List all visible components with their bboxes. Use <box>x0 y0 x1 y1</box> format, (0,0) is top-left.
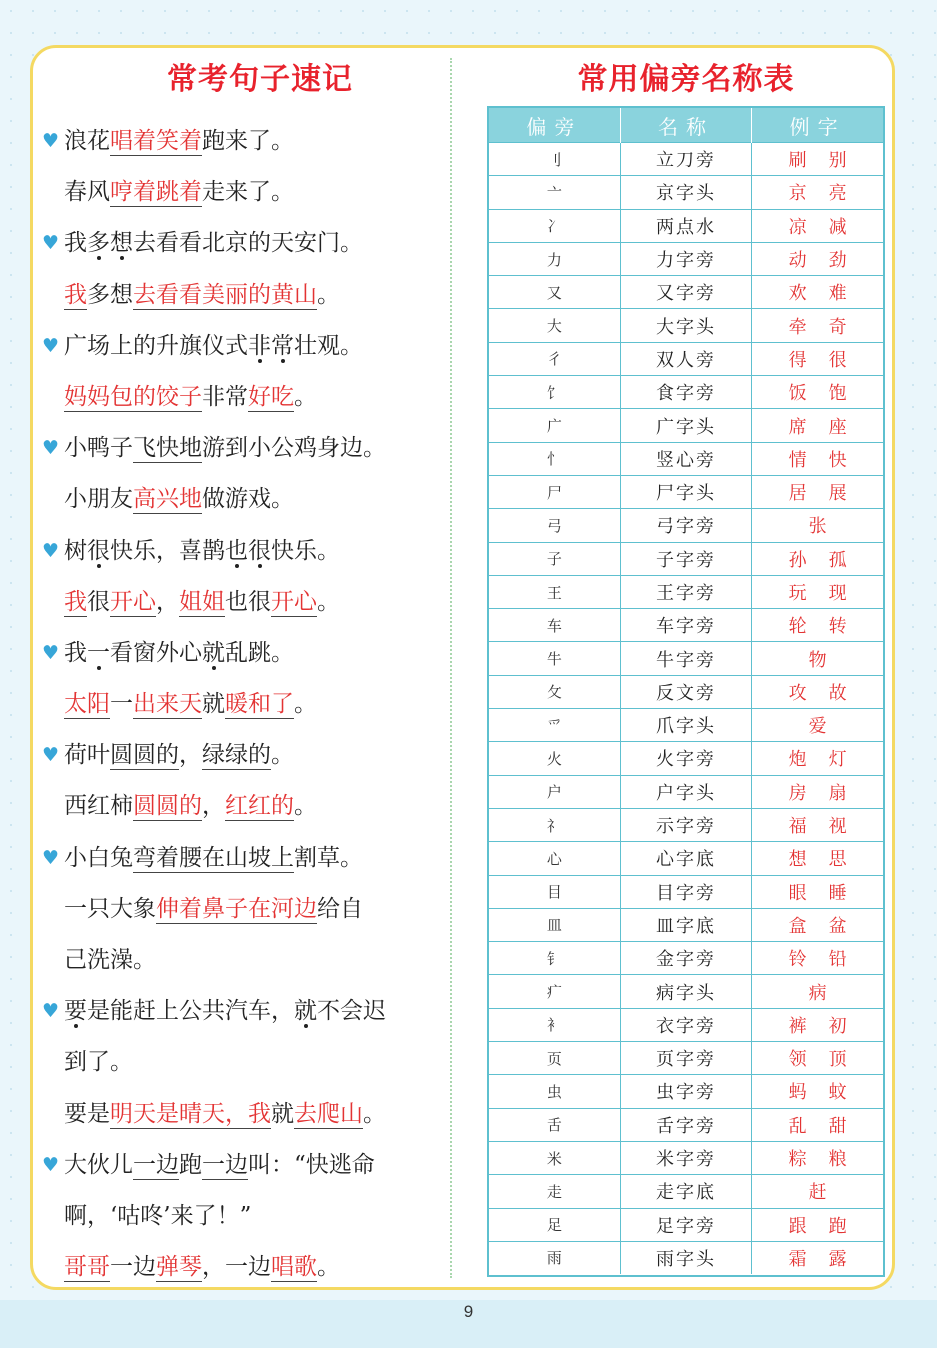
sentence-text: 一边 <box>110 1254 156 1281</box>
sentence-text: 西红柿 <box>64 793 133 820</box>
header-examples: 例字 <box>752 108 883 143</box>
sentence-text: 广场上的升旗仪式 <box>64 332 248 359</box>
sentence-line <box>40 1244 435 1295</box>
radical-name-cell: 示字旁 <box>620 808 751 841</box>
radical-name-cell: 京字头 <box>620 176 751 209</box>
example-chars-cell: 霜露 <box>752 1241 883 1274</box>
sentence-text: 游到小公鸡身边。 <box>202 435 386 462</box>
radical-name-cell: 心字底 <box>620 842 751 875</box>
radicals-table <box>487 106 885 1277</box>
radical-cell: 虫 <box>489 1075 620 1108</box>
radical-name-cell: 广字头 <box>620 409 751 442</box>
sentence-text: 非常 <box>202 383 248 410</box>
radical-cell: 钅 <box>489 942 620 975</box>
example-chars-cell: 盒盆 <box>752 908 883 941</box>
sentence-text: 。 <box>317 1254 340 1281</box>
sentence-line <box>40 937 435 988</box>
table-header-row <box>489 108 883 143</box>
table-row <box>489 1075 883 1108</box>
sentence-text: 想 <box>110 230 133 257</box>
highlight-phrase: 圆圆的 <box>133 793 202 820</box>
table-row <box>489 1241 883 1274</box>
sentence-text: 啊，‘咕咚’来了！” <box>64 1202 252 1229</box>
sentence-line <box>40 579 435 630</box>
table-row <box>489 342 883 375</box>
sentence-text: 绿绿的 <box>202 742 271 769</box>
example-chars-cell: 乱甜 <box>752 1108 883 1141</box>
radical-cell: 亠 <box>489 176 620 209</box>
table-row <box>489 176 883 209</box>
radical-name-cell: 车字旁 <box>620 609 751 642</box>
radical-cell: 冫 <box>489 209 620 242</box>
example-chars-cell: 想思 <box>752 842 883 875</box>
table-row <box>489 376 883 409</box>
radical-cell: 刂 <box>489 143 620 176</box>
radical-cell: 又 <box>489 276 620 309</box>
example-chars-cell: 赶 <box>752 1175 883 1208</box>
table-row <box>489 276 883 309</box>
sentence-text: 也很 <box>225 588 271 615</box>
table-row <box>489 409 883 442</box>
highlight-phrase: 姐姐 <box>179 588 225 615</box>
sentence-text: 乱跳。 <box>225 639 294 666</box>
header-radical: 偏旁 <box>489 108 620 143</box>
table-row <box>489 1208 883 1241</box>
sentence-text: ， <box>202 793 225 820</box>
table-row <box>489 775 883 808</box>
radical-name-cell: 大字头 <box>620 309 751 342</box>
example-chars-cell: 饭饱 <box>752 376 883 409</box>
sentence-text: 就 <box>294 998 317 1025</box>
sentence-text: 就 <box>271 1100 294 1127</box>
example-chars-cell: 得很 <box>752 342 883 375</box>
sentence-text: 看窗外心 <box>110 639 202 666</box>
sentence-text: 。 <box>363 1100 386 1127</box>
highlight-phrase: 哼着跳着 <box>110 179 202 206</box>
radical-cell: 衤 <box>489 1008 620 1041</box>
sentence-line <box>40 630 435 681</box>
radical-name-cell: 立刀旁 <box>620 143 751 176</box>
sentence-text: 弯着腰在山坡上 <box>133 844 294 871</box>
radical-name-cell: 尸字头 <box>620 475 751 508</box>
example-chars-cell: 情快 <box>752 442 883 475</box>
example-chars-cell: 物 <box>752 642 883 675</box>
example-chars-cell: 京亮 <box>752 176 883 209</box>
sentence-line <box>40 886 435 937</box>
highlight-phrase: 哥哥 <box>64 1254 110 1281</box>
highlight-phrase: 去看看美丽的黄山 <box>133 281 317 308</box>
sentence-line <box>40 1193 435 1244</box>
table-row <box>489 1008 883 1041</box>
table-row <box>489 1042 883 1075</box>
example-chars-cell: 眼睡 <box>752 875 883 908</box>
sentence-text: 走来了。 <box>202 179 294 206</box>
radical-cell: 页 <box>489 1042 620 1075</box>
table-row <box>489 675 883 708</box>
sentences-title: 常考句子速记 <box>167 62 353 97</box>
sentence-line <box>40 118 435 169</box>
table-row <box>489 975 883 1008</box>
table-row <box>489 642 883 675</box>
page-number: 9 <box>463 1302 474 1321</box>
sentence-text: 常 <box>271 332 294 359</box>
radical-cell: 目 <box>489 875 620 908</box>
sentence-text: 多 <box>87 230 110 257</box>
radical-cell: 走 <box>489 1175 620 1208</box>
radical-name-cell: 虫字旁 <box>620 1075 751 1108</box>
example-chars-cell: 牵奇 <box>752 309 883 342</box>
sentence-text: 圆圆的 <box>110 742 179 769</box>
radical-name-cell: 病字头 <box>620 975 751 1008</box>
example-chars-cell: 粽粮 <box>752 1141 883 1174</box>
highlight-phrase: 唱歌 <box>271 1254 317 1281</box>
table-row <box>489 808 883 841</box>
sentence-text: 就 <box>202 691 225 718</box>
highlight-phrase: 伸着鼻子在河边 <box>156 895 317 922</box>
sentence-line <box>40 220 435 271</box>
radical-cell: 尸 <box>489 475 620 508</box>
example-chars-cell: 福视 <box>752 808 883 841</box>
sentence-text: 多想 <box>87 281 133 308</box>
radical-cell: 弓 <box>489 509 620 542</box>
radical-cell: 攵 <box>489 675 620 708</box>
sentence-line <box>40 528 435 579</box>
radical-name-cell: 目字旁 <box>620 875 751 908</box>
radical-name-cell: 两点水 <box>620 209 751 242</box>
radical-name-cell: 王字旁 <box>620 575 751 608</box>
table-row <box>489 942 883 975</box>
sentence-text: 非 <box>248 332 271 359</box>
radical-name-cell: 户字头 <box>620 775 751 808</box>
radical-name-cell: 弓字旁 <box>620 509 751 542</box>
radical-cell: 礻 <box>489 808 620 841</box>
example-chars-cell: 爱 <box>752 709 883 742</box>
sentence-text: 就 <box>202 639 225 666</box>
highlight-phrase: 妈妈包的饺子 <box>64 383 202 410</box>
highlight-phrase: 弹琴 <box>156 1254 202 1281</box>
sentence-text: 小朋友 <box>64 486 133 513</box>
sentence-text: 春风 <box>64 179 110 206</box>
radical-cell: 广 <box>489 409 620 442</box>
radical-name-cell: 反文旁 <box>620 675 751 708</box>
highlight-phrase: 我 <box>64 281 87 308</box>
highlight-phrase: 去爬山 <box>294 1100 363 1127</box>
radical-name-cell: 食字旁 <box>620 376 751 409</box>
radical-name-cell: 竖心旁 <box>620 442 751 475</box>
sentence-line <box>40 1091 435 1142</box>
radical-cell: 力 <box>489 242 620 275</box>
radical-name-cell: 爪字头 <box>620 709 751 742</box>
radical-name-cell: 舌字旁 <box>620 1108 751 1141</box>
column-divider <box>450 58 452 1278</box>
example-chars-cell: 张 <box>752 509 883 542</box>
sentence-line <box>40 988 435 1039</box>
table-row <box>489 542 883 575</box>
radical-name-cell: 双人旁 <box>620 342 751 375</box>
sentence-line <box>40 732 435 783</box>
radical-cell: 车 <box>489 609 620 642</box>
highlight-phrase: 太阳 <box>64 691 110 718</box>
example-chars-cell: 席座 <box>752 409 883 442</box>
sentence-line <box>40 169 435 220</box>
example-chars-cell: 居展 <box>752 475 883 508</box>
table-row <box>489 742 883 775</box>
example-chars-cell: 凉减 <box>752 209 883 242</box>
table-row <box>489 575 883 608</box>
sentence-text: 一 <box>110 691 133 718</box>
radical-cell: 子 <box>489 542 620 575</box>
highlight-phrase: 唱着笑着 <box>110 128 202 154</box>
sentence-text: 壮观。 <box>294 332 363 359</box>
example-chars-cell: 炮灯 <box>752 742 883 775</box>
table-row <box>489 143 883 176</box>
table-row <box>489 1108 883 1141</box>
highlight-phrase: 高兴地 <box>133 486 202 513</box>
highlight-phrase: 我 <box>64 588 87 615</box>
example-chars-cell: 铃铅 <box>752 942 883 975</box>
sentence-text: 割草。 <box>294 844 363 871</box>
sentence-line <box>40 323 435 374</box>
table-row <box>489 908 883 941</box>
sentence-text: 飞快地 <box>133 435 202 462</box>
radicals-title: 常用偏旁名称表 <box>577 62 795 97</box>
example-chars-cell: 领顶 <box>752 1042 883 1075</box>
example-chars-cell: 轮转 <box>752 609 883 642</box>
radical-cell: 饣 <box>489 376 620 409</box>
sentence-line <box>40 425 435 476</box>
radical-cell: 雨 <box>489 1241 620 1274</box>
table-row <box>489 1175 883 1208</box>
sentence-line <box>40 374 435 425</box>
radical-cell: 米 <box>489 1141 620 1174</box>
sentence-text: 不会迟 <box>317 998 386 1025</box>
sentence-text: 到了。 <box>64 1049 133 1076</box>
example-chars-cell: 欢难 <box>752 276 883 309</box>
sentence-text: 树 <box>64 537 87 564</box>
sentence-text: 跑 <box>179 1151 202 1178</box>
table-row <box>489 709 883 742</box>
radical-name-cell: 足字旁 <box>620 1208 751 1241</box>
sentence-text: 。 <box>294 383 317 410</box>
sentence-line <box>40 681 435 732</box>
sentence-text: 叫：“快逃命 <box>248 1151 375 1178</box>
sentence-text: ， <box>156 588 179 615</box>
sentence-text: 小鸭子 <box>64 435 133 462</box>
example-chars-cell: 刷别 <box>752 143 883 176</box>
highlight-phrase: 出来天 <box>133 691 202 718</box>
example-chars-cell: 玩现 <box>752 575 883 608</box>
sentence-text: 去看看北京的天安门。 <box>133 230 363 257</box>
radical-cell: 火 <box>489 742 620 775</box>
radical-cell: 大 <box>489 309 620 342</box>
radical-name-cell: 页字旁 <box>620 1042 751 1075</box>
radical-cell: 牛 <box>489 642 620 675</box>
radical-name-cell: 走字底 <box>620 1175 751 1208</box>
sentence-text: 快乐，喜鹊 <box>110 537 225 564</box>
sentence-text: 一边 <box>133 1151 179 1178</box>
sentence-text: 浪花 <box>64 128 110 154</box>
example-chars-cell: 房扇 <box>752 775 883 808</box>
highlight-phrase: 开心 <box>110 588 156 615</box>
table-row <box>489 875 883 908</box>
sentence-line <box>40 783 435 834</box>
sentence-text: ，一边 <box>202 1254 271 1281</box>
radical-cell: 爫 <box>489 709 620 742</box>
radical-cell: 心 <box>489 842 620 875</box>
highlight-phrase: 好吃 <box>248 383 294 410</box>
sentence-text: 小白兔 <box>64 844 133 871</box>
sentence-text: 。 <box>294 691 317 718</box>
sentence-text: 跑来了。 <box>202 128 294 154</box>
sentence-line <box>40 1039 435 1090</box>
radical-cell: 舌 <box>489 1108 620 1141</box>
table-row <box>489 509 883 542</box>
sentence-line <box>40 1142 435 1193</box>
sentence-text: 是 <box>87 998 110 1025</box>
radical-name-cell: 又字旁 <box>620 276 751 309</box>
highlight-phrase: 明天是晴天，我 <box>110 1100 271 1127</box>
example-chars-cell: 攻故 <box>752 675 883 708</box>
example-chars-cell: 裤初 <box>752 1008 883 1041</box>
sentence-line <box>40 476 435 527</box>
sentence-text: 快乐。 <box>271 537 340 564</box>
example-chars-cell: 动劲 <box>752 242 883 275</box>
radical-cell: 彳 <box>489 342 620 375</box>
example-chars-cell: 孙孤 <box>752 542 883 575</box>
sentence-text: 一边 <box>202 1151 248 1178</box>
radical-name-cell: 火字旁 <box>620 742 751 775</box>
table-row <box>489 609 883 642</box>
table-row <box>489 1141 883 1174</box>
sentence-text: 。 <box>317 588 340 615</box>
example-chars-cell: 病 <box>752 975 883 1008</box>
sentence-text: 。 <box>317 281 340 308</box>
sentence-text: 我 <box>64 639 87 666</box>
sentence-text: 。 <box>271 742 294 769</box>
sentence-text: 荷叶 <box>64 742 110 769</box>
sentence-text: 做游戏。 <box>202 486 294 513</box>
table-row <box>489 475 883 508</box>
radical-cell: 王 <box>489 575 620 608</box>
sentence-text: 能赶上公共汽车， <box>110 998 294 1025</box>
sentence-text: 要是 <box>64 1100 110 1127</box>
sentence-text: ， <box>179 742 202 769</box>
radical-name-cell: 皿字底 <box>620 908 751 941</box>
radical-name-cell: 牛字旁 <box>620 642 751 675</box>
sentence-text: 一只大象 <box>64 895 156 922</box>
sentence-text: 很 <box>248 537 271 564</box>
table-row <box>489 442 883 475</box>
highlight-phrase: 红红的 <box>225 793 294 820</box>
radical-name-cell: 雨字头 <box>620 1241 751 1274</box>
sentence-text: 大伙儿 <box>64 1151 133 1178</box>
example-chars-cell: 蚂蚊 <box>752 1075 883 1108</box>
sentence-text: 给自 <box>317 895 363 922</box>
sentence-line <box>40 835 435 886</box>
sentence-text: 我 <box>64 230 87 257</box>
table-row <box>489 242 883 275</box>
radical-cell: 皿 <box>489 908 620 941</box>
radical-name-cell: 金字旁 <box>620 942 751 975</box>
radical-cell: 疒 <box>489 975 620 1008</box>
table-row <box>489 209 883 242</box>
radical-cell: 户 <box>489 775 620 808</box>
radical-name-cell: 子字旁 <box>620 542 751 575</box>
sentence-text: 己洗澡。 <box>64 947 156 973</box>
highlight-phrase: 暖和了 <box>225 691 294 718</box>
table-row <box>489 309 883 342</box>
radical-name-cell: 衣字旁 <box>620 1008 751 1041</box>
radical-cell: 足 <box>489 1208 620 1241</box>
radical-name-cell: 力字旁 <box>620 242 751 275</box>
radical-name-cell: 米字旁 <box>620 1141 751 1174</box>
sentence-line <box>40 272 435 323</box>
sentence-text: 也 <box>225 537 248 564</box>
sentence-text: 很 <box>87 588 110 615</box>
header-name: 名称 <box>620 108 751 143</box>
highlight-phrase: 开心 <box>271 588 317 615</box>
sentence-list <box>40 118 435 1295</box>
sentence-text: 很 <box>87 537 110 564</box>
table-row <box>489 842 883 875</box>
radical-cell: 忄 <box>489 442 620 475</box>
example-chars-cell: 跟跑 <box>752 1208 883 1241</box>
sentence-text: 。 <box>294 793 317 820</box>
sentence-text: 一 <box>87 639 110 666</box>
sentence-text: 要 <box>64 998 87 1025</box>
